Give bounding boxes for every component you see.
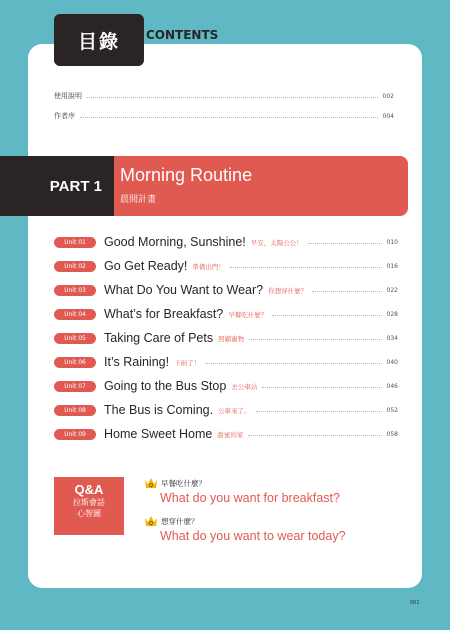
unit-title-en: What Do You Want to Wear? xyxy=(104,283,264,297)
dot-leader xyxy=(256,411,382,412)
qa-subtitle-line: 心智圖 xyxy=(77,509,101,518)
dot-leader xyxy=(205,363,381,364)
unit-title-en: Good Morning, Sunshine! xyxy=(104,235,246,249)
part-subtitle: 晨間計畫 xyxy=(120,195,157,205)
qa-subtitle-line: 拉斯會話 xyxy=(73,498,105,507)
page-ref: 028 xyxy=(386,310,398,318)
page-ref: 046 xyxy=(386,382,398,390)
part-title: Morning Routine xyxy=(120,165,253,185)
unit-title-zh: 早餐吃什麼？ xyxy=(228,310,268,319)
page-ref: 052 xyxy=(386,406,398,414)
unit-title-zh: 你想穿什麼？ xyxy=(268,286,308,295)
qa-item[interactable] xyxy=(144,514,346,543)
page-ref: 016 xyxy=(386,262,398,270)
dot-leader xyxy=(262,387,381,388)
part-number-block xyxy=(0,156,114,216)
contents-label: CONTENTS xyxy=(146,28,219,42)
unit-title-zh: 照顧寵物 xyxy=(218,334,245,343)
front-matter-label: 作者序 xyxy=(54,112,75,120)
qa-question-zh: 想穿什麼？ xyxy=(161,516,199,526)
unit-badge: Unit 05 xyxy=(54,333,96,344)
unit-badge: Unit 08 xyxy=(54,405,96,416)
crown-icon xyxy=(144,514,158,528)
svg-text:Q: Q xyxy=(149,521,153,527)
unit-row[interactable] xyxy=(54,234,398,250)
unit-badge: Unit 02 xyxy=(54,261,96,272)
unit-title-en: It’s Raining! xyxy=(104,355,170,369)
page-ref: 034 xyxy=(386,334,398,342)
page-ref: 022 xyxy=(386,286,398,294)
unit-row[interactable] xyxy=(54,282,398,298)
front-matter-row[interactable] xyxy=(54,90,394,102)
qa-title: Q&A xyxy=(74,482,104,497)
unit-row[interactable] xyxy=(54,426,398,442)
front-matter-label: 使用說明 xyxy=(54,92,82,100)
qa-item[interactable] xyxy=(144,476,340,505)
unit-badge: Unit 09 xyxy=(54,429,96,440)
unit-row[interactable] xyxy=(54,258,398,274)
part-number: PART 1 xyxy=(49,177,102,195)
unit-badge: Unit 01 xyxy=(54,237,96,248)
svg-text:Q: Q xyxy=(149,483,153,489)
dot-leader xyxy=(308,243,382,244)
unit-row[interactable] xyxy=(54,354,398,370)
unit-row[interactable] xyxy=(54,378,398,394)
unit-badge: Unit 03 xyxy=(54,285,96,296)
unit-title-zh: 準備出門！ xyxy=(192,262,225,271)
unit-title-zh: 去公車站 xyxy=(231,382,258,391)
unit-badge: Unit 04 xyxy=(54,309,96,320)
page-ref: 040 xyxy=(386,358,398,366)
page-ref: 002 xyxy=(382,92,394,100)
unit-title-zh: 甜蜜的家 xyxy=(217,430,244,439)
dot-leader xyxy=(230,267,382,268)
dot-leader xyxy=(249,339,381,340)
unit-title-zh: 公車來了。 xyxy=(218,406,251,415)
dot-leader xyxy=(272,315,381,316)
dot-leader xyxy=(80,117,378,118)
qa-question-en: What do you want for breakfast? xyxy=(160,491,340,505)
page-ref: 010 xyxy=(386,238,398,246)
unit-badge: Unit 06 xyxy=(54,357,96,368)
unit-title-en: The Bus is Coming. xyxy=(104,403,214,417)
unit-title-en: Home Sweet Home xyxy=(104,427,213,441)
unit-title-en: What’s for Breakfast? xyxy=(104,307,224,321)
unit-badge: Unit 07 xyxy=(54,381,96,392)
unit-title-en: Taking Care of Pets xyxy=(104,331,214,345)
dot-leader xyxy=(312,291,381,292)
unit-title-en: Go Get Ready! xyxy=(104,259,188,273)
page-ref: 004 xyxy=(382,112,394,120)
unit-title-zh: 早安，太陽公公！ xyxy=(250,238,303,247)
dot-leader xyxy=(248,435,381,436)
unit-row[interactable] xyxy=(54,402,398,418)
qa-question-zh: 早餐吃什麼？ xyxy=(161,478,206,488)
page-number: 001 xyxy=(410,600,420,606)
crown-icon xyxy=(144,476,158,490)
page-ref: 058 xyxy=(386,430,398,438)
part-title-block xyxy=(114,156,408,216)
qa-question-en: What do you want to wear today? xyxy=(160,529,346,543)
qa-box[interactable] xyxy=(54,477,124,535)
dot-leader xyxy=(87,97,378,98)
unit-title-zh: 下雨了！ xyxy=(174,358,201,367)
unit-row[interactable] xyxy=(54,306,398,322)
toc-title: 目錄 xyxy=(77,30,120,53)
front-matter-row[interactable] xyxy=(54,110,394,122)
unit-row[interactable] xyxy=(54,330,398,346)
unit-title-en: Going to the Bus Stop xyxy=(104,379,227,393)
toc-title-tab xyxy=(54,14,144,66)
